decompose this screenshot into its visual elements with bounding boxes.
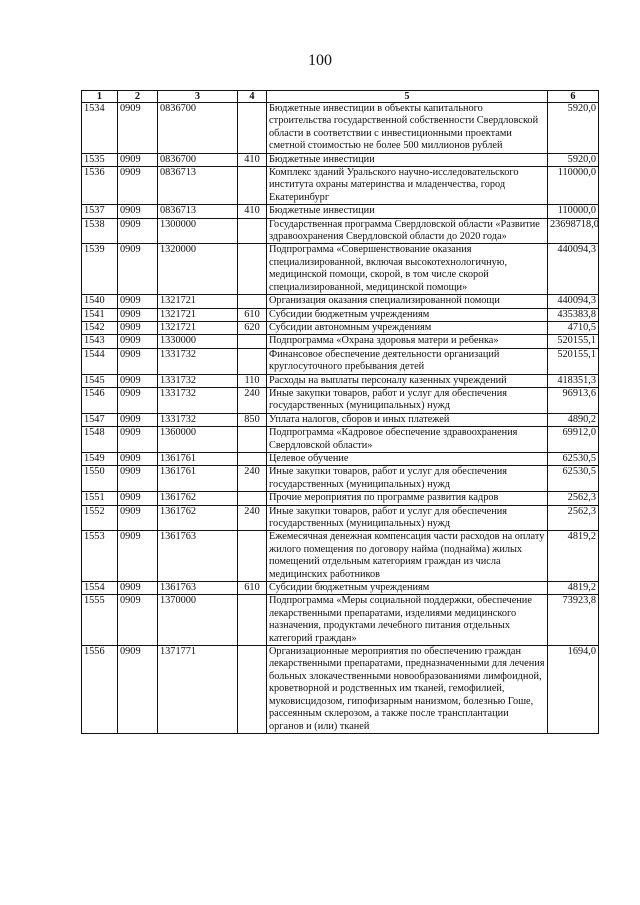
- expense-type-code: [238, 218, 267, 244]
- item-name: Субсидии бюджетным учреждениям: [267, 308, 548, 321]
- target-item-code: 1361763: [158, 531, 238, 582]
- row-number: 1544: [82, 348, 118, 374]
- target-item-code: 1360000: [158, 427, 238, 453]
- table-row: [82, 335, 599, 348]
- section-code: 0909: [118, 582, 158, 595]
- target-item-code: 1331732: [158, 374, 238, 387]
- target-item-code: 1361761: [158, 452, 238, 465]
- budget-table: [81, 90, 599, 734]
- item-name: Подпрограмма «Меры социальной поддержки, обеспечение лекарственными препаратами, изделиями медицинского назначения, продуктами лечебного питания отдельных категорий граждан»: [267, 595, 548, 646]
- item-name: Финансовое обеспечение деятельности организаций круглосуточного пребывания детей: [267, 348, 548, 374]
- row-number: 1545: [82, 374, 118, 387]
- row-number: 1555: [82, 595, 118, 646]
- item-name: Организационные мероприятия по обеспечению граждан лекарственными препаратами, предназначенными для лечения больных злокачественными новообразованиями лимфоидной, кроветворной и родственных им тканей, гемофилией, муковисцидозом, гипофизарным нанизмом, болезнью Гоше, рассеянным склерозом, а также после трансплантации органов и (или) тканей: [267, 646, 548, 734]
- section-code: 0909: [118, 452, 158, 465]
- expense-type-code: 110: [238, 374, 267, 387]
- item-name: Уплата налогов, сборов и иных платежей: [267, 413, 548, 426]
- target-item-code: 0836700: [158, 103, 238, 154]
- expense-type-code: [238, 244, 267, 295]
- amount: 2562,3: [548, 492, 599, 505]
- target-item-code: 0836713: [158, 205, 238, 218]
- item-name: Государственная программа Свердловской области «Развитие здравоохранения Свердловской области до 2020 года»: [267, 218, 548, 244]
- amount: 520155,1: [548, 335, 599, 348]
- amount: 1694,0: [548, 646, 599, 734]
- table-row: [82, 492, 599, 505]
- row-number: 1538: [82, 218, 118, 244]
- expense-type-code: 620: [238, 321, 267, 334]
- row-number: 1546: [82, 387, 118, 413]
- expense-type-code: 610: [238, 582, 267, 595]
- row-number: 1542: [82, 321, 118, 334]
- table-row: [82, 308, 599, 321]
- table-row: [82, 387, 599, 413]
- table-row: [82, 582, 599, 595]
- expense-type-code: [238, 452, 267, 465]
- section-code: 0909: [118, 646, 158, 734]
- amount: 69912,0: [548, 427, 599, 453]
- target-item-code: 1361763: [158, 582, 238, 595]
- expense-type-code: [238, 103, 267, 154]
- header-col-2: 2: [118, 91, 158, 103]
- item-name: Бюджетные инвестиции: [267, 205, 548, 218]
- table-row: [82, 321, 599, 334]
- amount: 62530,5: [548, 452, 599, 465]
- table-body: [82, 103, 599, 734]
- target-item-code: 1331732: [158, 387, 238, 413]
- expense-type-code: 850: [238, 413, 267, 426]
- expense-type-code: 410: [238, 153, 267, 166]
- table-row: [82, 295, 599, 308]
- table-row: [82, 244, 599, 295]
- row-number: 1551: [82, 492, 118, 505]
- table-row: [82, 218, 599, 244]
- section-code: 0909: [118, 505, 158, 531]
- table-row: [82, 595, 599, 646]
- target-item-code: 1331732: [158, 413, 238, 426]
- item-name: Расходы на выплаты персоналу казенных учреждений: [267, 374, 548, 387]
- row-number: 1537: [82, 205, 118, 218]
- section-code: 0909: [118, 103, 158, 154]
- amount: 73923,8: [548, 595, 599, 646]
- table-row: [82, 427, 599, 453]
- section-code: 0909: [118, 387, 158, 413]
- section-code: 0909: [118, 321, 158, 334]
- table-header-row: [82, 91, 599, 103]
- section-code: 0909: [118, 492, 158, 505]
- item-name: Иные закупки товаров, работ и услуг для обеспечения государственных (муниципальных) нужд: [267, 466, 548, 492]
- item-name: Бюджетные инвестиции: [267, 153, 548, 166]
- row-number: 1547: [82, 413, 118, 426]
- expense-type-code: 410: [238, 205, 267, 218]
- item-name: Субсидии бюджетным учреждениям: [267, 582, 548, 595]
- row-number: 1536: [82, 167, 118, 205]
- amount: 418351,3: [548, 374, 599, 387]
- target-item-code: 1330000: [158, 335, 238, 348]
- item-name: Организация оказания специализированной помощи: [267, 295, 548, 308]
- section-code: 0909: [118, 348, 158, 374]
- section-code: 0909: [118, 218, 158, 244]
- target-item-code: 0836713: [158, 167, 238, 205]
- row-number: 1556: [82, 646, 118, 734]
- row-number: 1534: [82, 103, 118, 154]
- table-row: [82, 466, 599, 492]
- table-row: [82, 531, 599, 582]
- amount: 520155,1: [548, 348, 599, 374]
- section-code: 0909: [118, 427, 158, 453]
- header-col-3: 3: [158, 91, 238, 103]
- target-item-code: 1321721: [158, 321, 238, 334]
- table-row: [82, 205, 599, 218]
- item-name: Субсидии автономным учреждениям: [267, 321, 548, 334]
- row-number: 1553: [82, 531, 118, 582]
- amount: 5920,0: [548, 103, 599, 154]
- expense-type-code: [238, 427, 267, 453]
- amount: 4819,2: [548, 531, 599, 582]
- table-row: [82, 348, 599, 374]
- expense-type-code: 240: [238, 466, 267, 492]
- row-number: 1548: [82, 427, 118, 453]
- row-number: 1554: [82, 582, 118, 595]
- item-name: Подпрограмма «Кадровое обеспечение здравоохранения Свердловской области»: [267, 427, 548, 453]
- expense-type-code: [238, 335, 267, 348]
- row-number: 1550: [82, 466, 118, 492]
- table-row: [82, 452, 599, 465]
- section-code: 0909: [118, 413, 158, 426]
- section-code: 0909: [118, 308, 158, 321]
- table-row: [82, 103, 599, 154]
- section-code: 0909: [118, 244, 158, 295]
- item-name: Подпрограмма «Охрана здоровья матери и ребенка»: [267, 335, 548, 348]
- row-number: 1549: [82, 452, 118, 465]
- item-name: Иные закупки товаров, работ и услуг для обеспечения государственных (муниципальных) нужд: [267, 505, 548, 531]
- item-name: Подпрограмма «Совершенствование оказания специализированной, включая высокотехнологичную, медицинской помощи, скорой, в том числе скорой специализированной, медицинской помощи»: [267, 244, 548, 295]
- expense-type-code: [238, 646, 267, 734]
- item-name: Бюджетные инвестиции в объекты капитального строительства государственной собственности Свердловской области в соответствии с инвестиционными проектами сметной стоимостью не более 500 миллионов рублей: [267, 103, 548, 154]
- row-number: 1543: [82, 335, 118, 348]
- table-row: [82, 505, 599, 531]
- amount: 62530,5: [548, 466, 599, 492]
- table-row: [82, 167, 599, 205]
- table-row: [82, 374, 599, 387]
- expense-type-code: [238, 167, 267, 205]
- target-item-code: 0836700: [158, 153, 238, 166]
- section-code: 0909: [118, 466, 158, 492]
- target-item-code: 1320000: [158, 244, 238, 295]
- target-item-code: 1321721: [158, 295, 238, 308]
- section-code: 0909: [118, 335, 158, 348]
- amount: 4890,2: [548, 413, 599, 426]
- amount: 23698718,0: [548, 218, 599, 244]
- amount: 2562,3: [548, 505, 599, 531]
- expense-type-code: [238, 531, 267, 582]
- header-col-1: 1: [82, 91, 118, 103]
- expense-type-code: 240: [238, 505, 267, 531]
- header-col-6: 6: [548, 91, 599, 103]
- header-col-5: 5: [267, 91, 548, 103]
- section-code: 0909: [118, 167, 158, 205]
- expense-type-code: 240: [238, 387, 267, 413]
- amount: 96913,6: [548, 387, 599, 413]
- section-code: 0909: [118, 531, 158, 582]
- row-number: 1540: [82, 295, 118, 308]
- row-number: 1535: [82, 153, 118, 166]
- amount: 440094,3: [548, 244, 599, 295]
- row-number: 1539: [82, 244, 118, 295]
- amount: 440094,3: [548, 295, 599, 308]
- target-item-code: 1331732: [158, 348, 238, 374]
- section-code: 0909: [118, 595, 158, 646]
- row-number: 1552: [82, 505, 118, 531]
- target-item-code: 1370000: [158, 595, 238, 646]
- table-row: [82, 153, 599, 166]
- section-code: 0909: [118, 295, 158, 308]
- expense-type-code: [238, 295, 267, 308]
- target-item-code: 1371771: [158, 646, 238, 734]
- amount: 5920,0: [548, 153, 599, 166]
- table-row: [82, 646, 599, 734]
- section-code: 0909: [118, 374, 158, 387]
- target-item-code: 1361761: [158, 466, 238, 492]
- expense-type-code: 610: [238, 308, 267, 321]
- item-name: Прочие мероприятия по программе развития кадров: [267, 492, 548, 505]
- item-name: Ежемесячная денежная компенсация части расходов на оплату жилого помещения по договору найма (поднайма) жилых помещений отдельным категориям граждан из числа медицинских работников: [267, 531, 548, 582]
- row-number: 1541: [82, 308, 118, 321]
- expense-type-code: [238, 348, 267, 374]
- section-code: 0909: [118, 205, 158, 218]
- item-name: Целевое обучение: [267, 452, 548, 465]
- target-item-code: 1321721: [158, 308, 238, 321]
- page-number: 100: [308, 52, 332, 69]
- amount: 4710,5: [548, 321, 599, 334]
- section-code: 0909: [118, 153, 158, 166]
- item-name: Иные закупки товаров, работ и услуг для обеспечения государственных (муниципальных) нужд: [267, 387, 548, 413]
- target-item-code: 1300000: [158, 218, 238, 244]
- amount: 435383,8: [548, 308, 599, 321]
- table-row: [82, 413, 599, 426]
- item-name: Комплекс зданий Уральского научно-исследовательского института охраны материнства и младенчества, город Екатеринбург: [267, 167, 548, 205]
- expense-type-code: [238, 595, 267, 646]
- amount: 110000,0: [548, 167, 599, 205]
- amount: 4819,2: [548, 582, 599, 595]
- target-item-code: 1361762: [158, 505, 238, 531]
- header-col-4: 4: [238, 91, 267, 103]
- amount: 110000,0: [548, 205, 599, 218]
- target-item-code: 1361762: [158, 492, 238, 505]
- expense-type-code: [238, 492, 267, 505]
